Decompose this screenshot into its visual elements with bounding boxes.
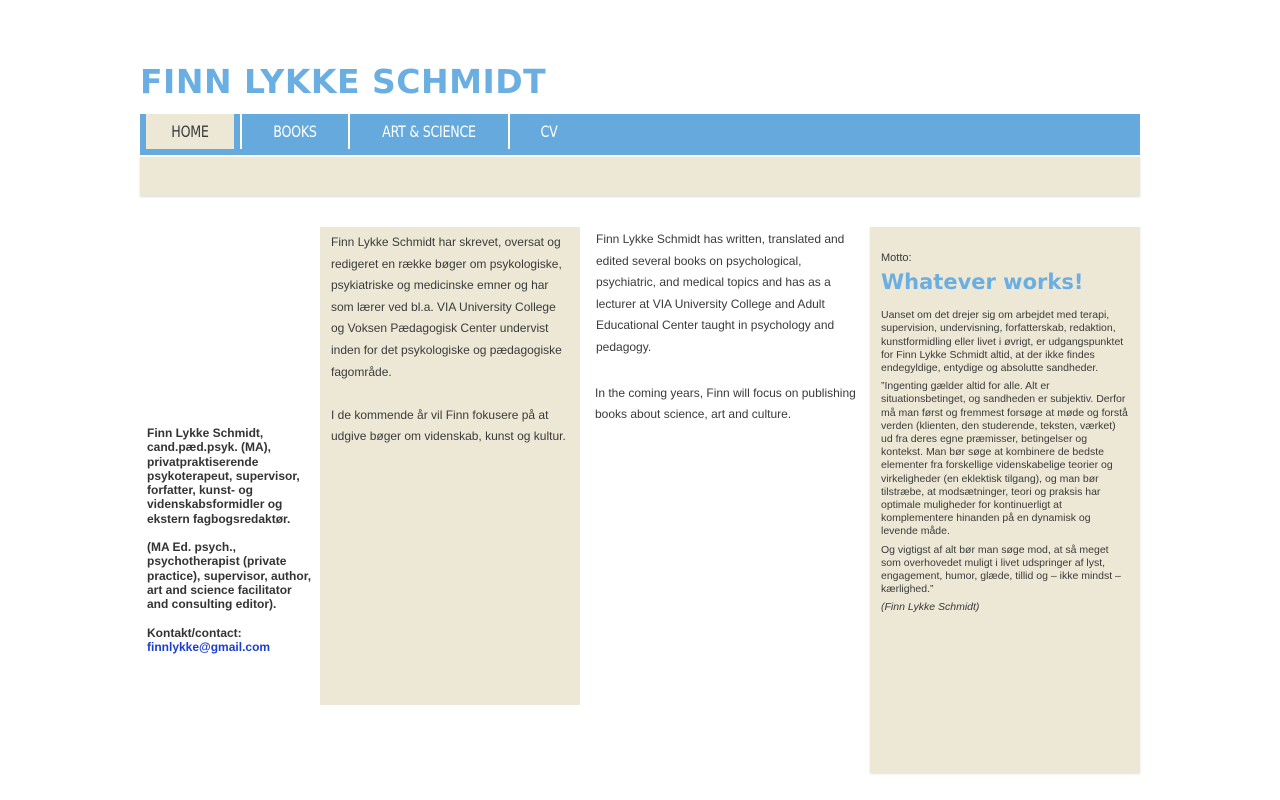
intro-danish-paragraph: Finn Lykke Schmidt har skrevet, oversat og redigeret en række bøger om psykologiske, psykiatriske og medicinske emner og har som lærer ved bl.a. VIA University College og Voksen Pædagogisk Center undervist inden for det psykologiske og pædagogiske fagområde.: [331, 235, 562, 379]
motto-quote-ending: Og vigtigst af alt bør man søge mod, at så meget som overhovedet muligt i livet udspringer af lyst, engagement, humor, glæde, tillid og – ikke mindst – kærlighed.”: [881, 543, 1121, 596]
motto-citation: (Finn Lykke Schmidt): [881, 601, 980, 614]
nav-divider: [240, 114, 242, 149]
motto-heading: Whatever works!: [881, 270, 1084, 295]
nav-divider: [348, 114, 350, 149]
bio-english: (MA Ed. psych., psychotherapist (private practice), supervisor, author, art and science facilitator and consulting editor).: [147, 540, 312, 612]
nav-home[interactable]: HOME: [146, 114, 234, 149]
motto-quote: ”Ingenting gælder altid for alle. Alt er situationsbetinget, og sandheden er subjektiv. Derfor må man først og fremmest forsøge at møde og forstå verden (klienten, den studerende, teksten, værket) ud fra deres egne præmisser, betingelser og kontekst. Man bør søge at kombinere de bedste elementer fra forskellige videnskabelige teorier og virkeligheder (en eklektisk tilgang), og man bør tilstræbe, at modsætninger, teori og praksis har optimale muligheder for kontinuerligt at komplementere hinanden på en dynamisk og levende måde.: [881, 380, 1128, 538]
nav-cv[interactable]: CV: [540, 122, 558, 141]
intro-danish-paragraph: I de kommende år vil Finn fokusere på at udgive bøger om videnskab, kunst og kultur.: [331, 407, 566, 444]
author-bio: [147, 426, 315, 654]
intro-english-paragraph: Finn Lykke Schmidt has written, translated and edited several books on psychological, psychiatric, and medical topics and has as a lecturer at VIA University College and Adult Educational Center taught in psychology and pedagogy.: [596, 232, 845, 354]
site-title[interactable]: FINN LYKKE SCHMIDT: [140, 62, 547, 101]
bio-danish: Finn Lykke Schmidt, cand.pæd.psyk. (MA), privatpraktiserende psykoterapeut, supervisor, forfatter, kunst- og videnskabsformidler og ekstern fagbogsredaktør.: [147, 426, 300, 526]
intro-english-column: [595, 229, 860, 450]
nav-books[interactable]: BOOKS: [273, 122, 317, 141]
sub-navigation-bar: [140, 157, 1140, 196]
email-link[interactable]: finnlykke@gmail.com: [147, 639, 271, 654]
contact-label: Kontakt/contact:: [147, 625, 242, 640]
intro-english-paragraph: In the coming years, Finn will focus on publishing books about science, art and culture.: [595, 385, 856, 422]
motto-label: Motto:: [881, 252, 912, 264]
nav-art-science[interactable]: ART & SCIENCE: [382, 122, 476, 141]
intro-danish-column: [320, 227, 580, 705]
motto-panel: [870, 227, 1140, 773]
main-navigation: [140, 114, 1140, 155]
nav-divider: [508, 114, 510, 149]
motto-paragraph: Uanset om det drejer sig om arbejdet med terapi, supervision, undervisning, forfatterskab, redaktion, kunstformidling eller livet i øvrigt, er udgangspunktet for Finn Lykke Schmidt altid, at der ikke findes endegyldige, entydige og absolutte sandheder.: [881, 309, 1124, 375]
